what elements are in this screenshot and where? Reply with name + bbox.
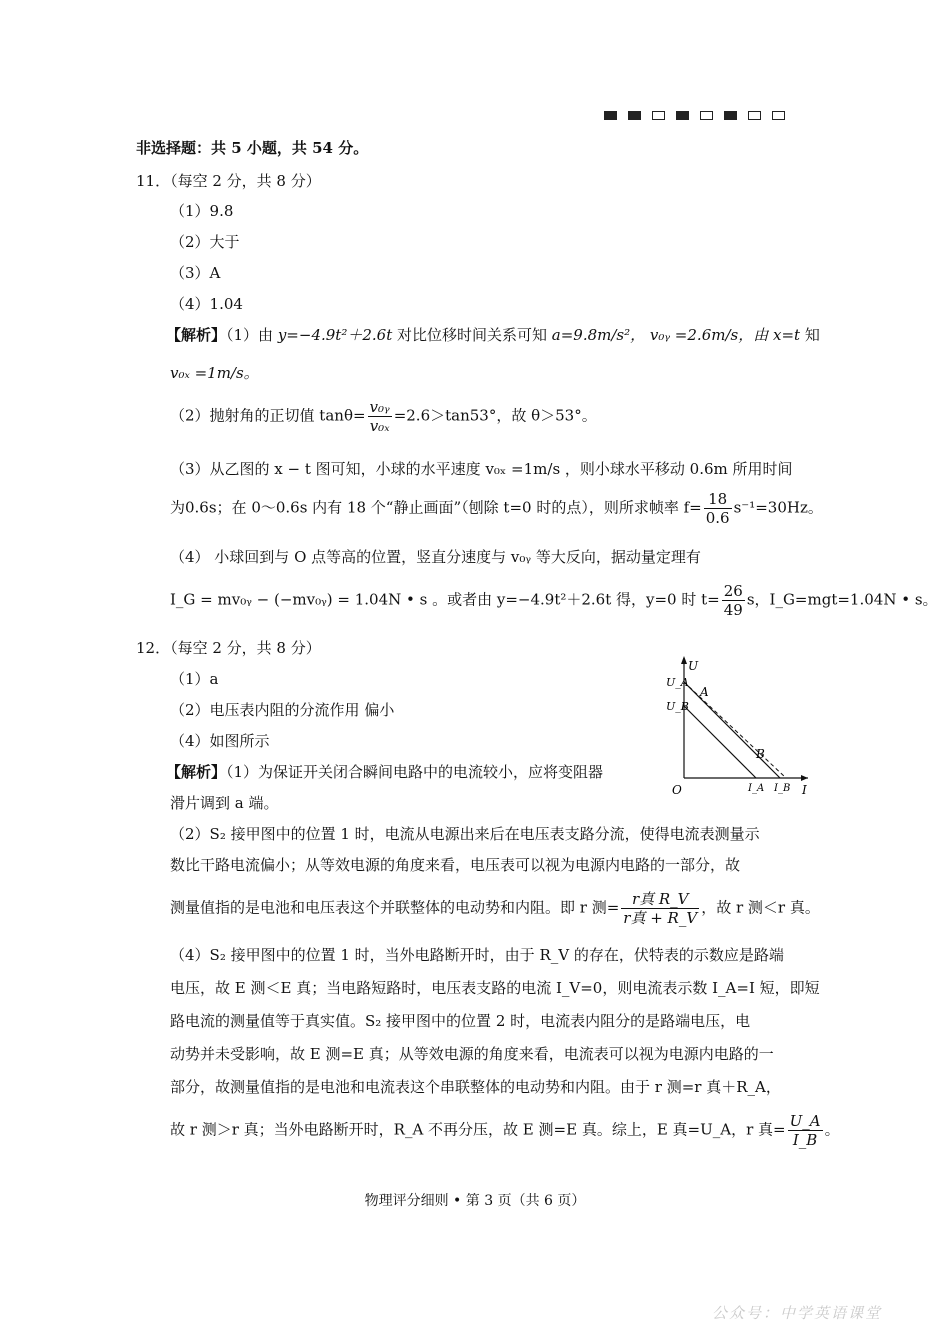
page-footer: 物理评分细则 • 第 3 页（共 6 页） [364, 1193, 586, 1209]
ua-label: U_A [666, 676, 689, 689]
text: （2）抛射角的正切值 tanθ= [170, 406, 366, 425]
q12-analysis-p1-line1 [166, 761, 603, 782]
ib-label: I_B [774, 783, 791, 794]
header-mark-filled [724, 111, 737, 120]
text: 测量值指的是电池和电压表这个并联整体的电动势和内阻。即 r 测= [170, 898, 620, 917]
q11-analysis-p2 [170, 398, 597, 435]
q12-analysis-p2-line1: （2）S₂ 接甲图中的位置 1 时，电流从电源出来后在电压表支路分流，使得电流表测量示 [170, 825, 760, 843]
header-mark-empty [772, 111, 785, 120]
ia-label: I_A [748, 783, 765, 794]
x-axis-label: I [802, 783, 807, 797]
q12-analysis-p2-line2: 数比干路电流偏小；从等效电源的角度来看，电压表可以视为电源内电路的一部分，故 [170, 856, 741, 874]
header-mark-empty [652, 111, 665, 120]
point-a-label: A [700, 685, 709, 699]
measured-line-1 [684, 706, 756, 778]
q12-answer-2: （2）电压表内阻的分流作用 偏小 [170, 701, 395, 719]
equation: v₀ᵧ =2.6m/s，由 [649, 326, 773, 344]
text: 为0.6s；在 0～0.6s 内有 18 个“静止画面”（刨除 t=0 时的点），则所求帧率 f= [170, 498, 702, 517]
q11-analysis-p1-line2: v₀ₓ =1m/s。 [170, 364, 259, 382]
q12-analysis-p4-line3: 路电流的测量值等于真实值。S₂ 接甲图中的位置 2 时，电流表内阻分的是路端电压，电 [170, 1012, 751, 1030]
text: 对比位移时间关系可知 [392, 326, 552, 344]
q12-analysis-p4-line6 [170, 1112, 840, 1149]
header-mark-empty [748, 111, 761, 120]
x-axis-arrow-icon [801, 775, 808, 781]
q12-header: 12．（每空 2 分，共 8 分） [136, 639, 321, 657]
text: s，I_G=mgt=1.04N • s。 [746, 590, 938, 609]
denominator: v₀ₓ [369, 417, 390, 435]
denominator: 49 [723, 601, 743, 619]
text: ，故 r 测＜r 真。 [701, 898, 820, 917]
q11-answer-4: （4）1.04 [170, 295, 243, 313]
u-i-graph [662, 652, 814, 798]
numerator: U_A [789, 1112, 821, 1130]
equation: a=9.8m/s²， [551, 326, 646, 344]
q11-analysis-p4-line1: （4） 小球回到与 O 点等高的位置，竖直分速度与 v₀ᵧ 等大反向，据动量定理有 [170, 548, 701, 566]
header-mark-filled [628, 111, 641, 120]
text: 故 r 测＞r 真；当外电路断开时，R_A 不再分压，故 E 测=E 真。综上，E 真=U_A，r 真= [170, 1120, 786, 1139]
equation: y=−4.9t²＋2.6t [277, 326, 393, 344]
text: 知 [800, 326, 820, 344]
numerator: 26 [723, 582, 743, 600]
text: 。 [824, 1120, 840, 1139]
q11-header: 11．（每空 2 分，共 8 分） [136, 172, 321, 190]
header-mark-filled [604, 111, 617, 120]
fraction [704, 490, 732, 527]
numerator: v₀ᵧ [369, 398, 390, 416]
equation: x=t [772, 326, 801, 344]
analysis-label: 【解析】 [166, 326, 227, 344]
fraction [722, 582, 745, 619]
denominator: I_B [792, 1131, 818, 1149]
origin-label: O [672, 783, 682, 797]
point-b-label: B [756, 747, 765, 761]
header-mark-filled [676, 111, 689, 120]
q12-analysis-p1-line2: 滑片调到 a 端。 [170, 794, 279, 812]
denominator: 0.6 [705, 509, 730, 527]
denominator: r真 + R_V [623, 909, 698, 927]
numerator: 18 [704, 490, 732, 509]
text: s⁻¹=30Hz。 [733, 498, 823, 517]
q12-answer-4: （4）如图所示 [170, 732, 270, 750]
q11-analysis-p3-line1: （3）从乙图的 x − t 图可知，小球的水平速度 v₀ₓ =1m/s ，则小球水平移动 0.6m 所用时间 [170, 460, 793, 478]
text: I_G = mv₀ᵧ − (−mv₀ᵧ) = 1.04N • s 。或者由 y=−4.9t²＋2.6t 得，y=0 时 t= [170, 590, 720, 609]
fraction [788, 1112, 823, 1149]
q11-analysis-p3-line2 [170, 490, 823, 527]
q12-analysis-p4-line5: 部分，故测量值指的是电池和电流表这个串联整体的电动势和内阻。由于 r 测=r 真＋R_A， [170, 1078, 781, 1096]
q11-analysis-p4-line2 [170, 582, 938, 619]
watermark: 公众号：中学英语课堂 [712, 1304, 883, 1322]
q11-answer-3: （3）A [170, 264, 221, 282]
section-title: 非选择题：共 5 小题，共 54 分。 [136, 139, 369, 157]
q12-answer-1: （1）a [170, 670, 219, 688]
ub-label: U_B [666, 700, 689, 713]
y-axis-label: U [688, 659, 699, 673]
numerator: r真 R_V [621, 890, 699, 909]
text: （1）由 [226, 326, 278, 344]
q12-analysis-p2-line3 [170, 890, 820, 927]
text: =2.6＞tan53°，故 θ＞53°。 [393, 406, 597, 425]
measured-line-2 [684, 682, 780, 778]
y-axis-arrow-icon [681, 656, 687, 664]
q11-analysis-p1 [166, 324, 820, 345]
fraction [621, 890, 699, 927]
page-header-marks [604, 106, 796, 124]
fraction [368, 398, 392, 435]
q12-analysis-p4-line4: 动势并未受影响，故 E 测=E 真；从等效电源的角度来看，电流表可以视为电源内电路的一 [170, 1045, 774, 1063]
text: （1）为保证开关闭合瞬间电路中的电流较小，应将变阻器 [226, 763, 604, 781]
q11-answer-2: （2）大于 [170, 233, 240, 251]
q11-answer-1: （1）9.8 [170, 202, 234, 220]
header-mark-empty [700, 111, 713, 120]
q12-analysis-p4-line1: （4）S₂ 接甲图中的位置 1 时，当外电路断开时，由于 R_V 的存在，伏特表的示数应是路端 [170, 946, 784, 964]
analysis-label: 【解析】 [166, 763, 227, 781]
q12-analysis-p4-line2: 电压，故 E 测＜E 真；当电路短路时，电压表支路的电流 I_V=0，则电流表示数 I_A=I 短，即短 [170, 979, 820, 997]
